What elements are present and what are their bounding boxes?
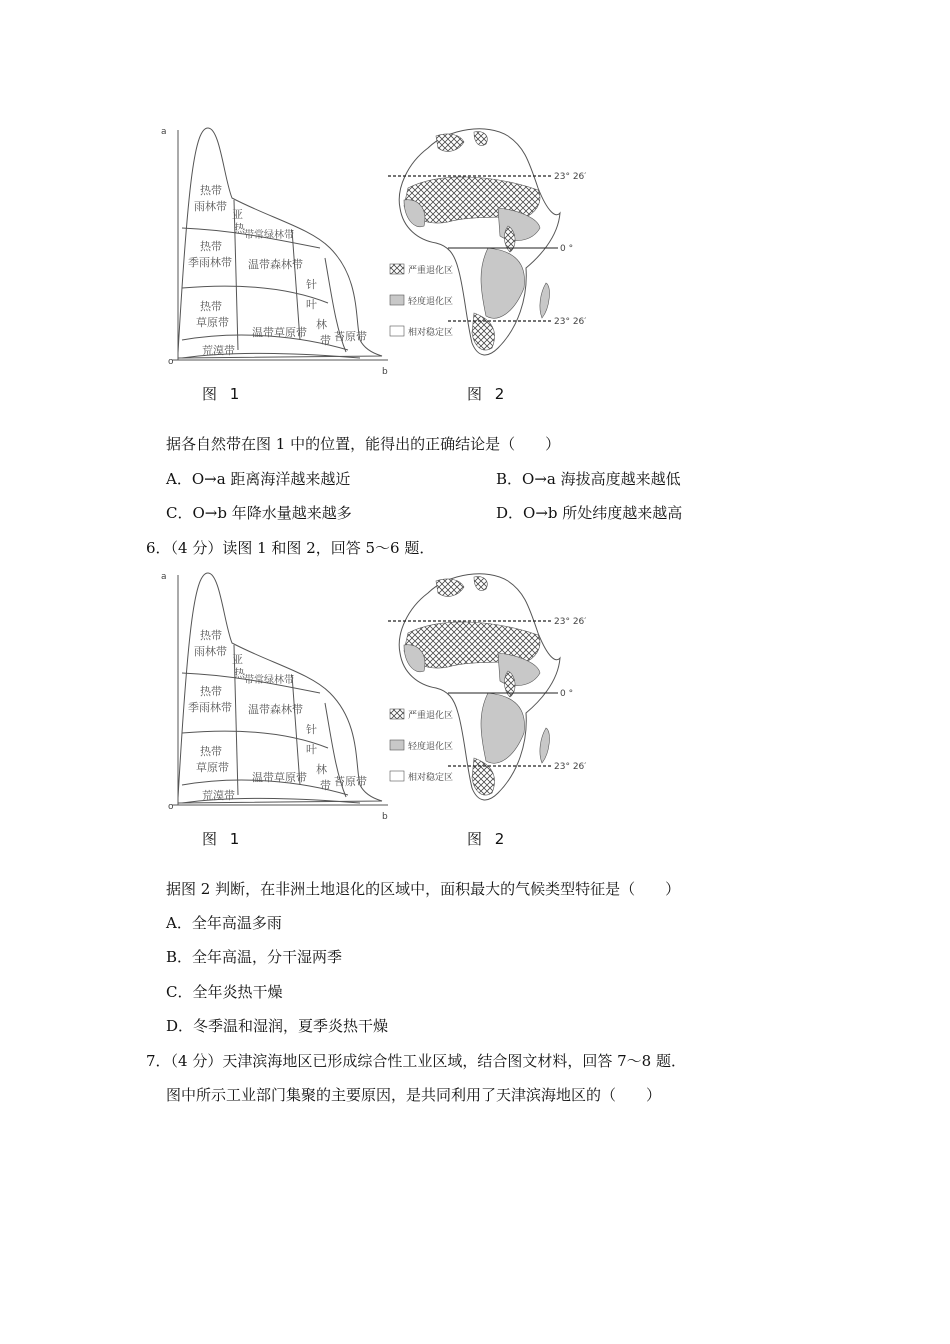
fig2-legend [390,709,453,783]
lat-north-label: 23° 26′ [554,172,587,182]
lat-north-label: 23° 26′ [554,617,587,627]
zone-label: 带 [320,334,331,347]
zone-label: 叶 [306,298,317,311]
zone-label: 热带 [200,629,222,642]
zone-label: 雨林带 [194,645,227,658]
lat-south-label: 23° 26′ [554,317,587,327]
q5-option-b: B．O→a 海拔高度越来越低 [496,470,681,488]
q5-option-d: D．O→b 所处纬度越来越高 [496,504,683,522]
legend-swatch-light [390,295,404,305]
zone-label: 苔原带 [334,775,367,788]
zone-label: 热带 [200,300,222,313]
fig1-axis-a-label: a [161,572,167,582]
zone-label: 温带草原带 [252,326,307,339]
lat-equator-label: 0 ° [560,689,574,699]
q6-option-b: B．全年高温，分干湿两季 [166,948,343,966]
q6-option-c: C．全年炎热干燥 [166,983,283,1001]
q6-stem: 据图 2 判断，在非洲土地退化的区域中，面积最大的气候类型特征是（ ） [166,880,681,898]
legend-severe: 严重退化区 [408,711,454,721]
zone-label: 热带 [200,685,222,698]
zone-label: 林 [316,763,327,776]
legend-swatch-stable [390,771,404,781]
zone-label: 草原带 [196,761,229,774]
lat-south-label: 23° 26′ [554,762,587,772]
fig2-caption: 图 2 [467,385,509,403]
madagascar [540,728,550,763]
q6-option-d: D．冬季温和湿润，夏季炎热干燥 [166,1017,389,1035]
legend-light: 轻度退化区 [408,297,454,307]
fig1-caption: 图 1 [202,830,244,848]
zone-label: 荒漠带 [202,789,235,802]
legend-swatch-severe [390,264,404,274]
zone-label: 亚 [232,208,243,221]
fig1-natural-zones-diagram [160,118,390,378]
legend-stable: 相对稳定区 [408,328,454,338]
fig2-africa-map [388,563,608,813]
zone-label: 季雨林带 [188,701,232,714]
q6-intro: 6．（4 分）读图 1 和图 2，回答 5～6 题． [146,539,435,557]
zone-label: 热带 [200,745,222,758]
zone-label: 带常绿林带 [244,675,294,686]
zone-label: 带常绿林带 [244,230,294,241]
zone-label: 带 [320,779,331,792]
zone-label: 林 [316,318,327,331]
zone-label: 温带草原带 [252,771,307,784]
zone-label: 季雨林带 [188,256,232,269]
fig2-legend [390,264,453,338]
q7-intro: 7．（4 分）天津滨海地区已形成综合性工业区域，结合图文材料，回答 7～8 题． [146,1052,686,1070]
fig1-axis-b-label: b [382,812,388,822]
q5-option-a: A．O→a 距离海洋越来越近 [166,470,351,488]
q5-option-c: C．O→b 年降水量越来越多 [166,504,352,522]
legend-swatch-severe [390,709,404,719]
legend-stable: 相对稳定区 [408,773,454,783]
zone-label: 草原带 [196,316,229,329]
figure-block-2 [160,563,620,855]
zone-label: 雨林带 [194,200,227,213]
fig1-natural-zones-diagram [160,563,390,823]
fig1-origin-label: o [168,357,174,367]
q7-stem: 图中所示工业部门集聚的主要原因，是共同利用了天津滨海地区的（ ） [166,1086,662,1104]
fig1-origin-label: o [168,802,174,812]
madagascar [540,283,550,318]
zone-label: 荒漠带 [202,344,235,357]
zone-label: 热 [234,222,245,235]
fig1-axis-b-label: b [382,367,388,377]
zone-label: 针 [306,278,317,291]
zone-label: 热 [234,667,245,680]
fig2-africa-map [388,118,608,368]
fig1-axis-a-label: a [161,127,167,137]
zone-label: 热带 [200,240,222,253]
legend-swatch-light [390,740,404,750]
legend-severe: 严重退化区 [408,266,454,276]
zone-label: 苔原带 [334,330,367,343]
fig2-caption: 图 2 [467,830,509,848]
zone-label: 温带森林带 [248,258,303,271]
zone-label: 热带 [200,184,222,197]
legend-light: 轻度退化区 [408,742,454,752]
zone-label: 亚 [232,653,243,666]
zone-label: 针 [306,723,317,736]
q5-stem: 据各自然带在图 1 中的位置，能得出的正确结论是（ ） [166,435,561,453]
q6-option-a: A．全年高温多雨 [166,914,282,932]
figure-block-1 [160,118,620,410]
lat-equator-label: 0 ° [560,244,574,254]
zone-label: 叶 [306,743,317,756]
legend-swatch-stable [390,326,404,336]
zone-label: 温带森林带 [248,703,303,716]
fig1-caption: 图 1 [202,385,244,403]
